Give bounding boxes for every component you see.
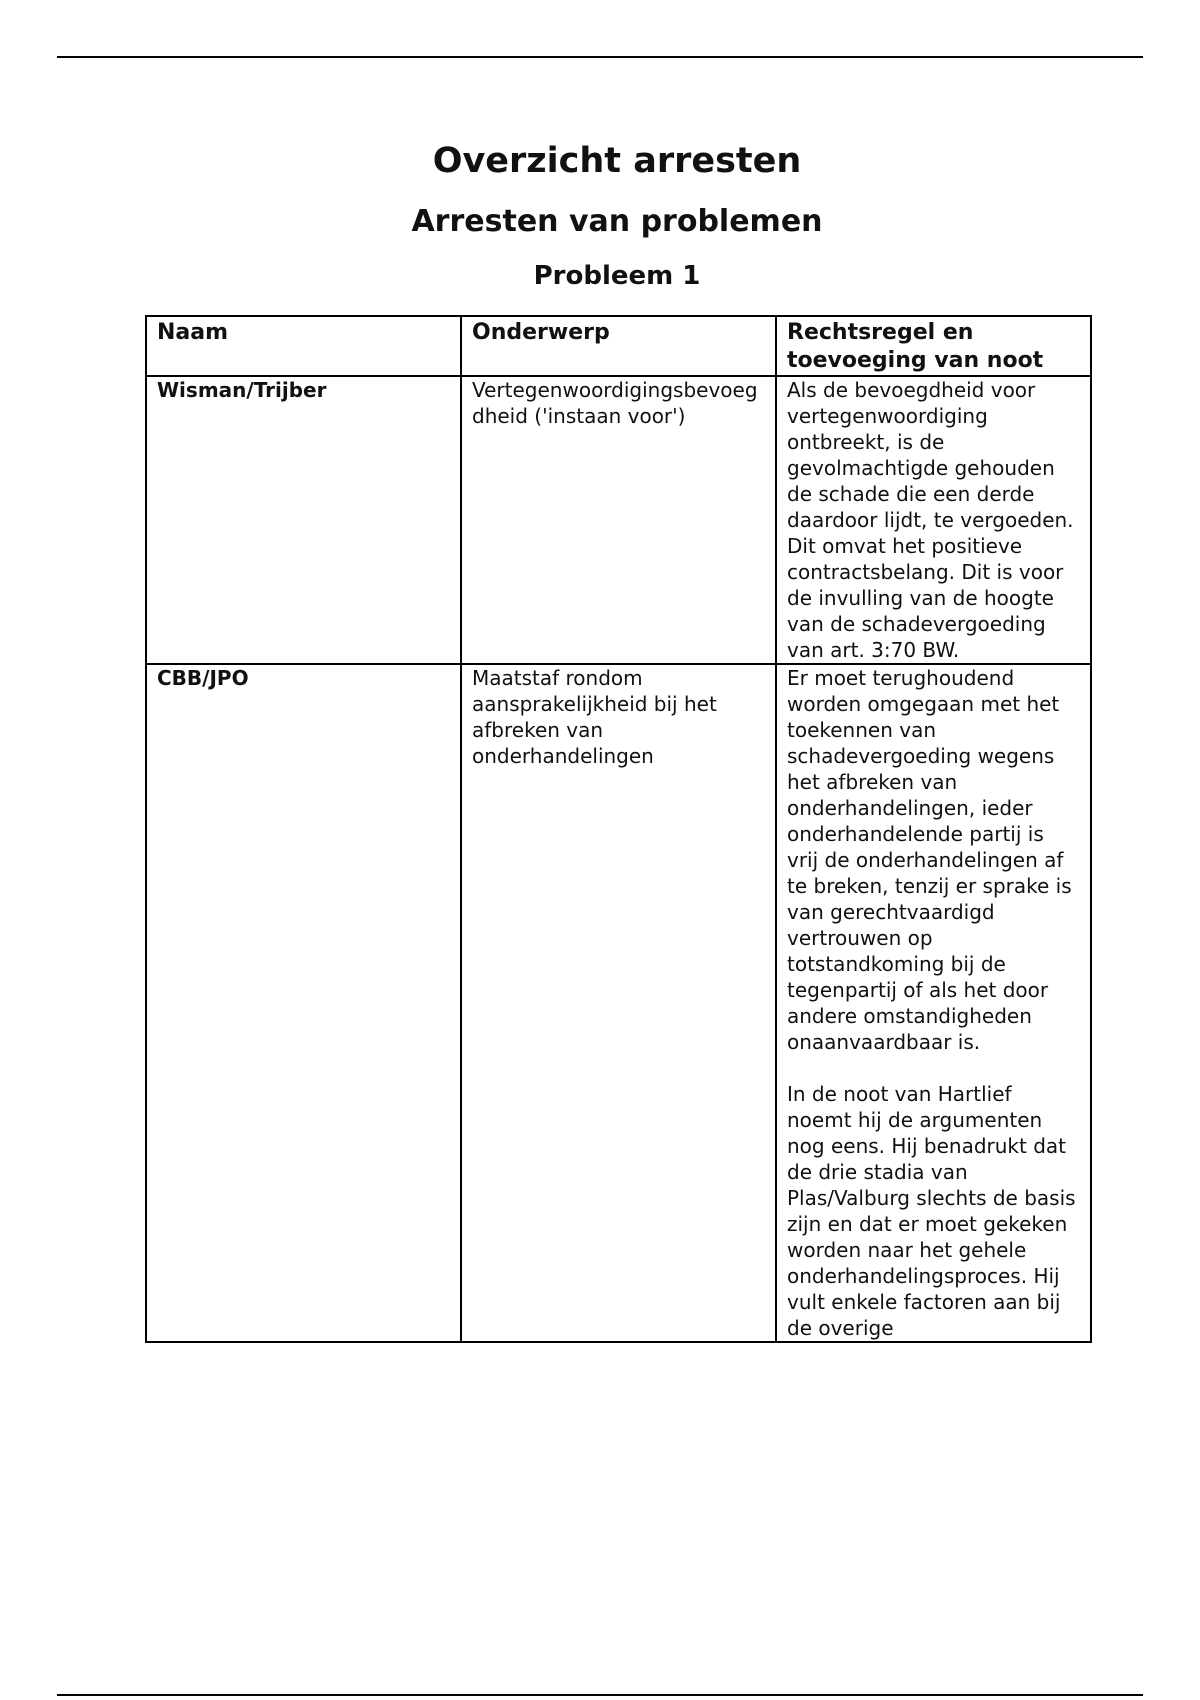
page-subtitle: Arresten van problemen bbox=[411, 204, 823, 239]
section-heading: Probleem 1 bbox=[533, 261, 701, 291]
rechtsregel-paragraph: Als de bevoegdheid voor vertegenwoordiging ontbreekt, is de gevolmachtigde gehouden de schade die een derde daardoor lijdt, te vergoeden. Dit omvat het positieve contractsbelang. Dit is voor de invulling van de hoogte van de schadevergoeding van art. 3:70 BW. bbox=[787, 378, 1074, 662]
rechtsregel-paragraph: Er moet terughoudend worden omgegaan met het toekennen van schadevergoeding wegens het afbreken van onderhandelingen, ieder onderhandelende partij is vrij de onderhandelingen af te breken, tenzij er sprake is van gerechtvaardigd vertrouwen op totstandkoming bij de tegenpartij of als het door andere omstandigheden onaanvaardbaar is. bbox=[787, 666, 1072, 1054]
noot-paragraph: In de noot van Hartlief noemt hij de argumenten nog eens. Hij benadrukt dat de drie stadia van Plas/Valburg slechts de basis zijn en dat er moet gekeken worden naar het gehele onderhandelingsproces. Hij vult enkele factoren aan bij de overige bbox=[787, 1082, 1076, 1340]
cell-naam: CBB/JPO bbox=[146, 664, 461, 1342]
arresten-table bbox=[145, 315, 1092, 1343]
footer-rule bbox=[57, 1694, 1143, 1696]
cell-onderwerp: Vertegenwoordigingsbevoegdheid ('instaan voor') bbox=[461, 376, 776, 664]
table-row bbox=[146, 664, 1091, 1342]
header-rule bbox=[57, 56, 1143, 58]
column-header-naam: Naam bbox=[146, 316, 461, 376]
table-header-row bbox=[146, 316, 1091, 376]
cell-onderwerp: Maatstaf rondom aansprakelijkheid bij het afbreken van onderhandelingen bbox=[461, 664, 776, 1342]
column-header-rechtsregel: Rechtsregel en toevoeging van noot bbox=[776, 316, 1091, 376]
cell-naam: Wisman/Trijber bbox=[146, 376, 461, 664]
column-header-onderwerp: Onderwerp bbox=[461, 316, 776, 376]
cell-rechtsregel bbox=[776, 376, 1091, 664]
cell-rechtsregel bbox=[776, 664, 1091, 1342]
page-title: Overzicht arresten bbox=[432, 141, 802, 181]
table-row bbox=[146, 376, 1091, 664]
